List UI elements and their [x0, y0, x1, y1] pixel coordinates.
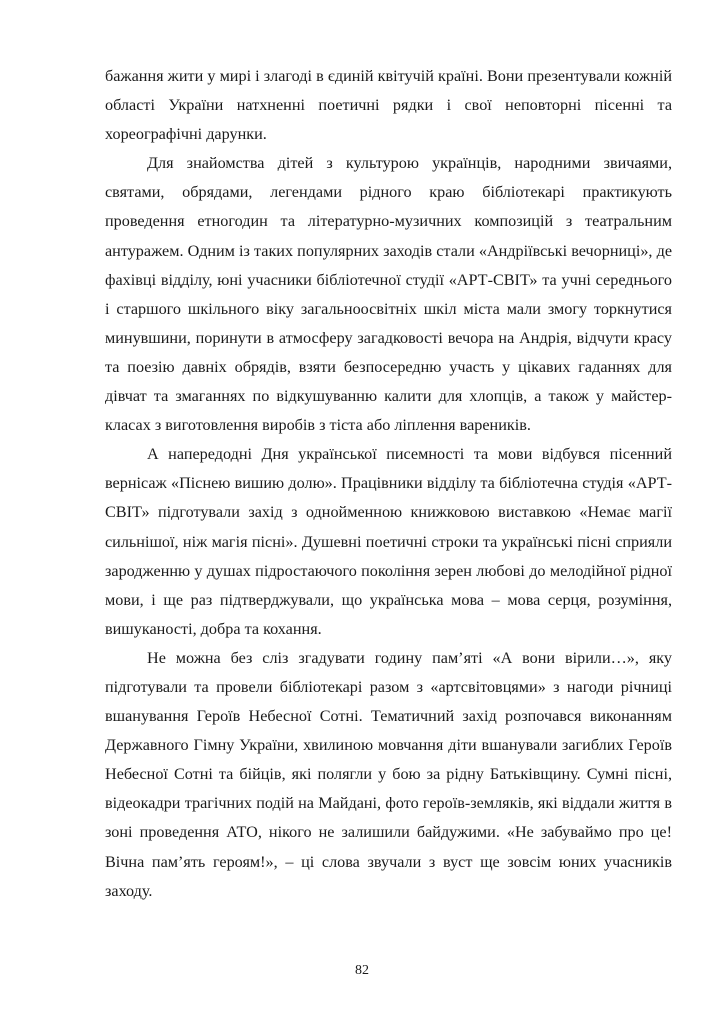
page-number: 82: [355, 963, 369, 978]
paragraph-ethno-hours: Для знайомства дітей з культурою українців, народними звичаями, святами, обрядами, легендами рідного краю бібліотекарі практикують проведення етногодин та літературно-музичних композицій з театральним антуражем. Одним із таких популярних заходів стали «Андріївські вечорниці», де фахівці відділу, юні учасники бібліотечної студії «АРТ-СВІТ» та учні середнього і старшого шкільного віку загальноосвітніх шкіл міста мали змогу торкнутися минувшини, поринути в атмосферу загадковості вечора на Андрія, відчути красу та поезію давніх обрядів, взяти безпосередню участь у цікавих гаданнях для дівчат та змаганнях по відкушуванню калити для хлопців, а також у майстер-класах з виготовлення виробів з тіста або ліплення вареників.: [105, 154, 672, 435]
body-text: [105, 62, 672, 906]
paragraph-song-vernissage: А напередодні Дня української писемності та мови відбувся пісенний вернісаж «Піснею вишию долю». Працівники відділу та бібліотечна студія «АРТ-СВІТ» підготували захід з однойменною книжковою виставкою «Немає магії сильнішої, ніж магія пісні». Душевні поетичні строки та українські пісні сприяли зародженню у душах підростаючого покоління зерен любові до мелодійної рідної мови, і ще раз підтверджували, що українська мова – мова серця, розуміння, вишуканості, добра та кохання.: [105, 445, 672, 638]
paragraph-memory-hour: Не можна без сліз згадувати годину пам’яті «А вони вірили…», яку підготували та провели бібліотекарі разом з «артсвітовцями» з нагоди річниці вшанування Героїв Небесної Сотні. Тематичний захід розпочався виконанням Державного Гімну України, хвилиною мовчання діти вшанували загиблих Героїв Небесної Сотні та бійців, які полягли у бою за рідну Батьківщину. Сумні пісні, відеокадри трагічних подій на Майдані, фото героїв-земляків, які віддали життя в зоні проведення АТО, нікого не залишили байдужими. «Не забуваймо про це! Вічна пам’ять героям!», – ці слова звучали з вуст ще зовсім юних учасників заходу.: [105, 648, 672, 900]
paragraph-continuation: бажання жити у мирі і злагоді в єдиній квітучій країні. Вони презентували кожній області України натхненні поетичні рядки і свої неповторні пісенні та хореографічні дарунки.: [105, 67, 672, 144]
